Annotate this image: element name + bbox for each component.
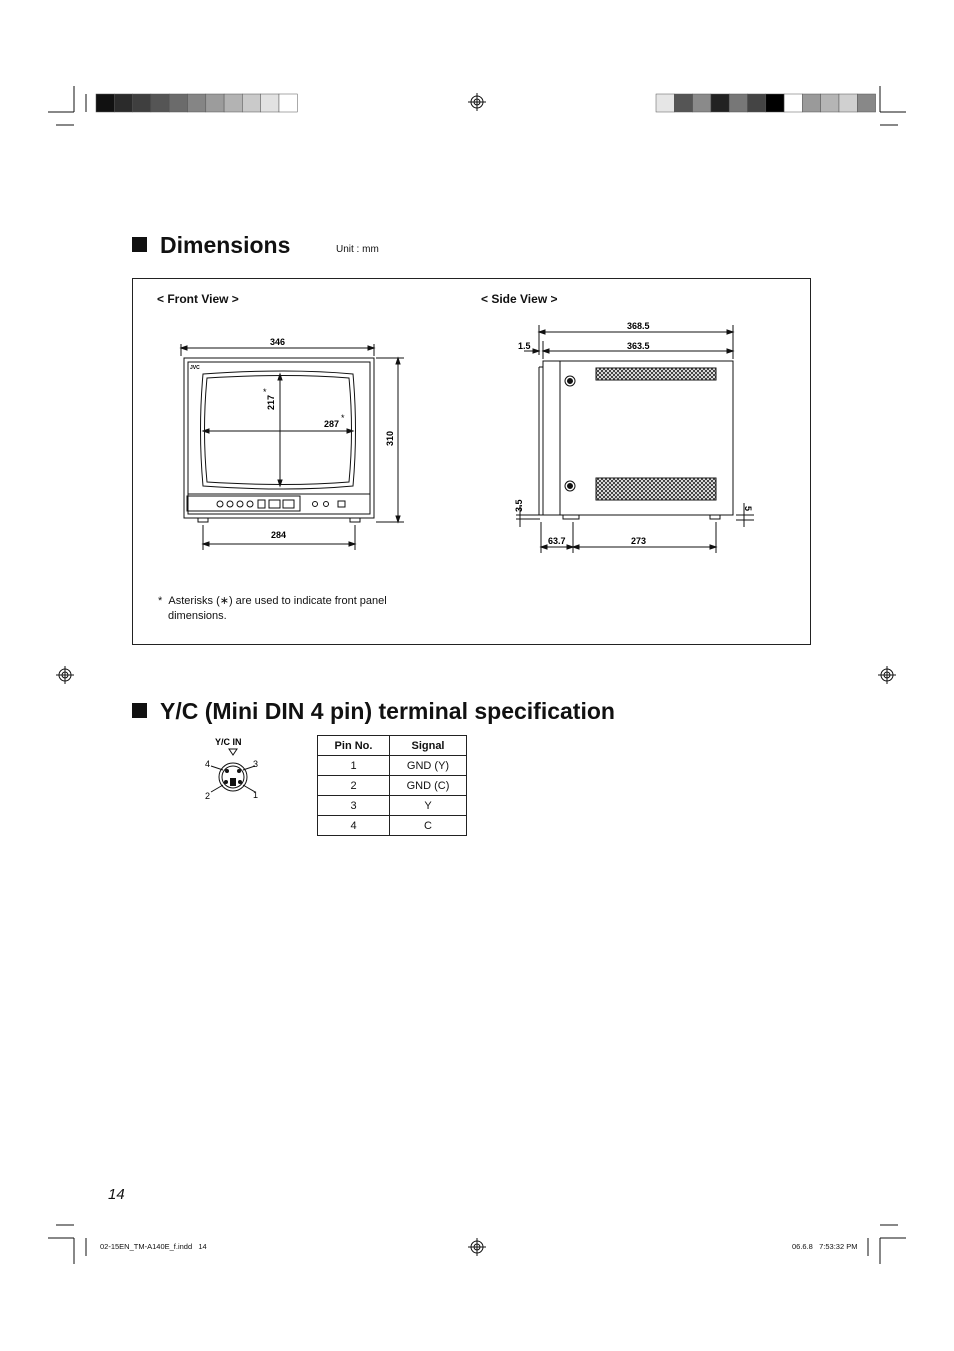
cell-signal: C <box>390 816 467 836</box>
table-row <box>318 756 467 776</box>
side-view-drawing <box>510 315 760 560</box>
color-swatch <box>821 94 839 112</box>
color-swatch <box>693 94 711 112</box>
asterisk-note <box>158 594 387 624</box>
color-swatch <box>188 94 206 112</box>
color-swatch <box>224 94 242 112</box>
page-number: 14 <box>108 1186 125 1203</box>
pin-label-4: 4 <box>205 759 211 769</box>
dim-bottom-width: 284 <box>271 530 287 540</box>
color-swatch <box>242 94 260 112</box>
note-mark: * <box>158 595 163 607</box>
dim-side-depth-body: 363.5 <box>627 341 650 351</box>
color-swatch <box>279 94 297 112</box>
registration-mark-icon <box>468 1238 486 1256</box>
front-view-drawing <box>170 330 420 560</box>
pin-label-3: 3 <box>253 759 259 769</box>
cell-pin: 1 <box>318 756 390 776</box>
header-pin-no: Pin No. <box>318 736 390 756</box>
footer-timestamp: 06.6.8 7:53:32 PM <box>792 1242 858 1251</box>
registration-mark-icon <box>56 666 74 684</box>
unit-label: Unit : mm <box>336 244 379 255</box>
asterisk-screen-width: * <box>341 413 345 423</box>
color-swatch <box>711 94 729 112</box>
note-line-1: Asterisks (∗) are used to indicate front panel <box>168 595 387 607</box>
registration-mark-icon <box>468 93 486 111</box>
side-view-label: < Side View > <box>481 292 558 306</box>
color-swatch <box>674 94 692 112</box>
pin-table <box>317 735 467 836</box>
dim-rear-foot: 5 <box>743 506 753 512</box>
yc-heading <box>132 698 615 725</box>
color-swatch <box>857 94 875 112</box>
color-swatch <box>96 94 114 112</box>
color-bar-left <box>96 94 297 112</box>
table-header-row <box>318 736 467 756</box>
color-bar-right <box>656 94 876 112</box>
pin-label-2: 2 <box>205 791 211 801</box>
color-swatch <box>114 94 132 112</box>
print-marks-top <box>0 0 954 140</box>
square-bullet-icon <box>132 237 147 252</box>
dim-foot-offset: 63.7 <box>548 536 566 546</box>
color-swatch <box>151 94 169 112</box>
header-signal: Signal <box>390 736 467 756</box>
dim-front-width: 346 <box>270 337 286 347</box>
cell-signal: GND (C) <box>390 776 467 796</box>
connector-label: Y/C IN <box>215 737 242 747</box>
cell-pin: 2 <box>318 776 390 796</box>
cell-signal: Y <box>390 796 467 816</box>
color-swatch <box>839 94 857 112</box>
dimensions-title: Dimensions <box>160 232 291 258</box>
table-row <box>318 796 467 816</box>
dimensions-heading <box>132 232 290 259</box>
color-swatch <box>261 94 279 112</box>
cell-pin: 4 <box>318 816 390 836</box>
mini-din-connector-diagram <box>196 734 272 804</box>
dim-foot-height: 3.5 <box>514 499 524 512</box>
color-swatch <box>784 94 802 112</box>
front-view-label: < Front View > <box>157 292 239 306</box>
color-swatch <box>133 94 151 112</box>
dim-screen-width: 287 <box>324 419 340 429</box>
footer-filename: 02-15EN_TM-A140E_f.indd 14 <box>100 1242 207 1251</box>
color-swatch <box>656 94 674 112</box>
color-swatch <box>766 94 784 112</box>
color-swatch <box>206 94 224 112</box>
table-row <box>318 776 467 796</box>
dim-side-depth-overall: 368.5 <box>627 321 650 331</box>
note-line-2: dimensions. <box>168 610 227 622</box>
dim-foot-spacing: 273 <box>631 536 647 546</box>
color-swatch <box>169 94 187 112</box>
pin-label-1: 1 <box>253 790 259 800</box>
color-swatch <box>729 94 747 112</box>
cell-signal: GND (Y) <box>390 756 467 776</box>
brand-logo: JVC <box>190 365 200 371</box>
color-swatch <box>802 94 820 112</box>
asterisk-screen-height: * <box>263 387 267 397</box>
yc-title: Y/C (Mini DIN 4 pin) terminal specification <box>160 698 615 724</box>
dim-front-height: 310 <box>385 430 395 446</box>
color-swatch <box>748 94 766 112</box>
table-row <box>318 816 467 836</box>
dim-front-bezel: 1.5 <box>518 341 531 351</box>
cell-pin: 3 <box>318 796 390 816</box>
dim-screen-height: 217 <box>266 394 276 410</box>
registration-mark-icon <box>878 666 896 684</box>
square-bullet-icon <box>132 703 147 718</box>
